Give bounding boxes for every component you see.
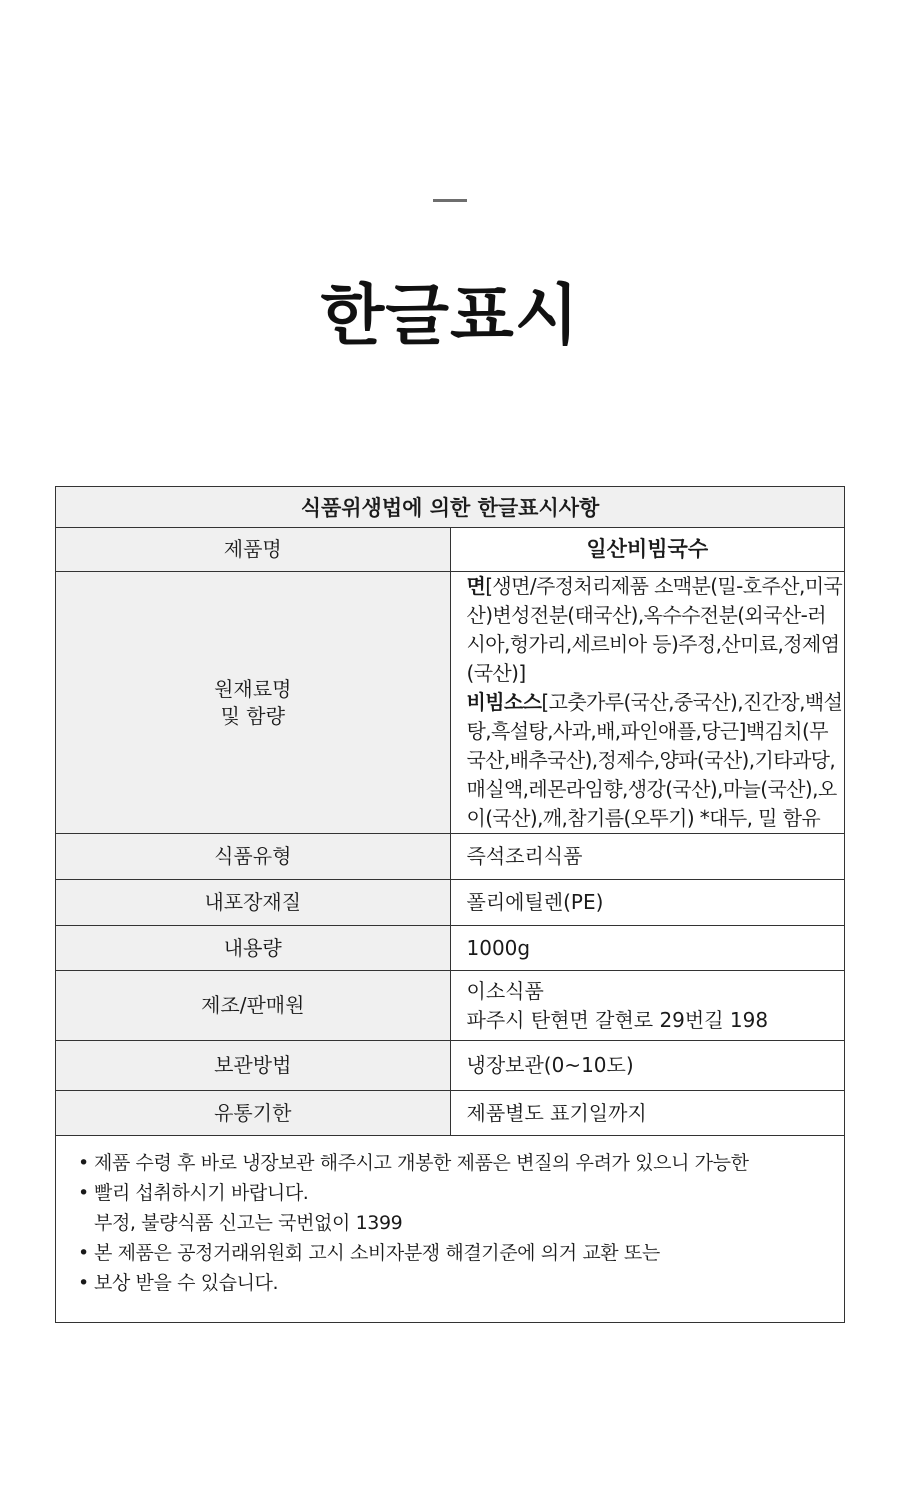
storage-label: 보관방법 bbox=[56, 1041, 451, 1091]
food-type-value: 즉석조리식품 bbox=[450, 834, 845, 880]
note-text: 빨리 섭취하시기 바랍니다. bbox=[94, 1182, 309, 1204]
row-food-type bbox=[56, 834, 845, 880]
packaging-label: 내포장재질 bbox=[56, 880, 451, 926]
row-notes bbox=[56, 1136, 845, 1323]
ingredients-label-line2: 및 함량 bbox=[220, 703, 285, 728]
note-line bbox=[78, 1178, 844, 1208]
product-name-value: 일산비빔국수 bbox=[450, 528, 845, 572]
note-line bbox=[78, 1238, 844, 1268]
row-manufacturer bbox=[56, 971, 845, 1041]
noodle-title: 면 bbox=[466, 574, 486, 598]
sauce-ingredients bbox=[467, 688, 845, 833]
row-ingredients bbox=[56, 572, 845, 834]
ingredients-value bbox=[450, 572, 845, 834]
food-type-label: 식품유형 bbox=[56, 834, 451, 880]
sauce-text: [고춧가루(국산,중국산),진간장,백설탕,흑설탕,사과,배,파인애플,당근]백김치(무국산,배추국산),정제수,양파(국산),기타과당,매실액,레몬라임향,생강(국산),마늘(국산),오이(국산),깨,참기름(오뚜기) *대두, 밀 함유 bbox=[466, 690, 843, 830]
storage-value: 냉장보관(0~10도) bbox=[450, 1041, 845, 1091]
note-bullet: • bbox=[78, 1242, 89, 1264]
manufacturer-address: 파주시 탄현면 갈현로 29번길 198 bbox=[466, 1007, 769, 1032]
ingredients-label-line1: 원재료명 bbox=[214, 676, 292, 701]
ingredients-label bbox=[56, 572, 451, 834]
note-line bbox=[78, 1268, 844, 1298]
manufacturer-label: 제조/판매원 bbox=[56, 971, 451, 1041]
notes-cell bbox=[56, 1136, 845, 1323]
row-storage bbox=[56, 1041, 845, 1091]
page-title: 한글표시 bbox=[320, 277, 580, 354]
note-text: 보상 받을 수 있습니다. bbox=[94, 1272, 279, 1294]
expiry-label: 유통기한 bbox=[56, 1091, 451, 1136]
content-label: 내용량 bbox=[56, 926, 451, 971]
packaging-value: 폴리에틸렌(PE) bbox=[450, 880, 845, 926]
content-value: 1000g bbox=[450, 926, 845, 971]
note-bullet: • bbox=[78, 1272, 89, 1294]
note-text: 부정, 불량식품 신고는 국번없이 1399 bbox=[94, 1212, 403, 1234]
row-product-name bbox=[56, 528, 845, 572]
note-line bbox=[78, 1208, 844, 1238]
note-bullet: • bbox=[78, 1152, 89, 1174]
table-header: 식품위생법에 의한 한글표시사항 bbox=[56, 487, 845, 528]
product-name-label: 제품명 bbox=[56, 528, 451, 572]
note-line bbox=[78, 1148, 844, 1178]
noodle-ingredients bbox=[467, 572, 845, 688]
noodle-text: [생면/주정처리제품 소맥분(밀-호주산,미국산)변성전분(태국산),옥수수전분(외국산-러시아,헝가리,세르비아 등)주정,산미료,정제염(국산)] bbox=[466, 574, 843, 685]
table-header-row bbox=[56, 487, 845, 528]
note-bullet: • bbox=[78, 1182, 89, 1204]
row-content bbox=[56, 926, 845, 971]
title-dash-decoration bbox=[433, 199, 467, 202]
note-text: 본 제품은 공정거래위원회 고시 소비자분쟁 해결기준에 의거 교환 또는 bbox=[94, 1242, 660, 1264]
food-label-table bbox=[55, 486, 845, 1323]
manufacturer-value bbox=[450, 971, 845, 1041]
note-text: 제품 수령 후 바로 냉장보관 해주시고 개봉한 제품은 변질의 우려가 있으니 가능한 bbox=[94, 1152, 749, 1174]
manufacturer-name: 이소식품 bbox=[466, 978, 544, 1003]
expiry-value: 제품별도 표기일까지 bbox=[450, 1091, 845, 1136]
row-packaging bbox=[56, 880, 845, 926]
sauce-title: 비빔소스 bbox=[466, 690, 542, 714]
row-expiry bbox=[56, 1091, 845, 1136]
